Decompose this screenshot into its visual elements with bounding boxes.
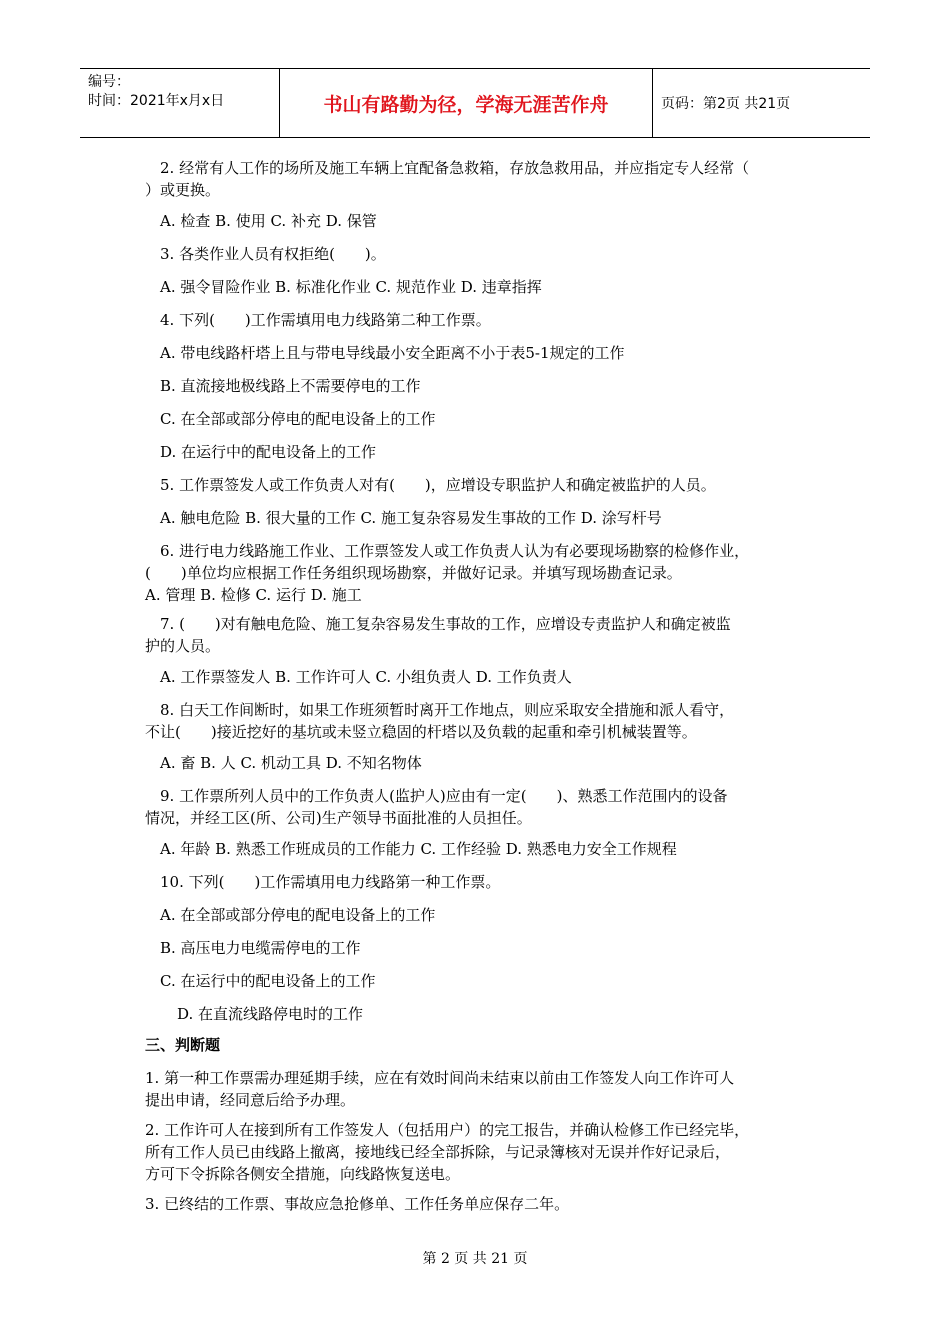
- q6-line2: ( )单位均应根据工作任务组织现场勘察，并做好记录。并填写现场勘查记录。: [145, 564, 682, 582]
- q3-stem: 3. 各类作业人员有权拒绝( )。: [160, 245, 386, 263]
- q9-options: A. 年龄 B. 熟悉工作班成员的工作能力 C. 工作经验 D. 熟悉电力安全工作规程: [160, 840, 677, 858]
- section3-title: 三、判断题: [145, 1036, 221, 1054]
- q2-line1: 2. 经常有人工作的场所及施工车辆上宜配备急救箱，存放急救用品，并应指定专人经常（: [160, 159, 750, 177]
- q8-line2: 不让( )接近挖好的基坑或未竖立稳固的杆塔以及负载的起重和牵引机械装置等。: [145, 723, 697, 741]
- q8-line1: 8. 白天工作间断时，如果工作班须暂时离开工作地点，则应采取安全措施和派人看守，: [160, 701, 735, 719]
- header-page-label: 页码：第2页 共21页: [661, 96, 791, 112]
- q4-stem: 4. 下列( )工作需填用电力线路第二种工作票。: [160, 311, 491, 329]
- q4-option-b: B. 直流接地极线路上不需要停电的工作: [160, 377, 421, 395]
- j2-line2: 所有工作人员已由线路上撤离，接地线已经全部拆除，与记录簿核对无误并作好记录后，: [145, 1143, 731, 1161]
- q6-options: A. 管理 B. 检修 C. 运行 D. 施工: [145, 586, 362, 604]
- q6-line1: 6. 进行电力线路施工作业、工作票签发人或工作负责人认为有必要现场勘察的检修作业，: [160, 542, 750, 560]
- q3-options: A. 强令冒险作业 B. 标准化作业 C. 规范作业 D. 违章指挥: [160, 278, 542, 296]
- j1-line2: 提出申请，经同意后给予办理。: [145, 1091, 356, 1109]
- page-footer: 第 2 页 共 21 页: [422, 1251, 528, 1267]
- q7-options: A. 工作票签发人 B. 工作许可人 C. 小组负责人 D. 工作负责人: [160, 668, 572, 686]
- header-motto: 书山有路勤为径，学海无涯苦作舟: [280, 69, 653, 137]
- q5-stem: 5. 工作票签发人或工作负责人对有( )，应增设专职监护人和确定被监护的人员。: [160, 476, 716, 494]
- q10-option-c: C. 在运行中的配电设备上的工作: [160, 972, 376, 990]
- j2-line1: 2. 工作许可人在接到所有工作签发人（包括用户）的完工报告，并确认检修工作已经完毕，: [145, 1121, 750, 1139]
- q4-option-d: D. 在运行中的配电设备上的工作: [160, 443, 377, 461]
- q4-option-c: C. 在全部或部分停电的配电设备上的工作: [160, 410, 436, 428]
- j3-line1: 3. 已终结的工作票、事故应急抢修单、工作任务单应保存二年。: [145, 1195, 570, 1213]
- q10-option-a: A. 在全部或部分停电的配电设备上的工作: [160, 906, 436, 924]
- q2-options: A. 检查 B. 使用 C. 补充 D. 保管: [160, 212, 377, 230]
- q7-line2: 护的人员。: [145, 637, 221, 655]
- q8-options: A. 畜 B. 人 C. 机动工具 D. 不知名物体: [160, 754, 422, 772]
- page-header: [80, 68, 870, 138]
- q10-stem: 10. 下列( )工作需填用电力线路第一种工作票。: [160, 873, 501, 891]
- q9-line2: 情况，并经工区(所、公司)生产领导书面批准的人员担任。: [145, 809, 532, 827]
- q10-option-b: B. 高压电力电缆需停电的工作: [160, 939, 361, 957]
- doc-number-label: 编号：: [88, 74, 130, 90]
- doc-time-label: 时间：2021年x月x日: [88, 93, 225, 109]
- header-meta: [80, 69, 280, 137]
- q5-options: A. 触电危险 B. 很大量的工作 C. 施工复杂容易发生事故的工作 D. 涂写杆号: [160, 509, 662, 527]
- q4-option-a: A. 带电线路杆塔上且与带电导线最小安全距离不小于表5-1规定的工作: [160, 344, 625, 362]
- q2-line2: ）或更换。: [145, 181, 221, 199]
- q10-option-d: D. 在直流线路停电时的工作: [177, 1005, 364, 1023]
- j2-line3: 方可下令拆除各侧安全措施，向线路恢复送电。: [145, 1165, 461, 1183]
- q9-line1: 9. 工作票所列人员中的工作负责人(监护人)应由有一定( )、熟悉工作范围内的设备: [160, 787, 728, 805]
- q7-line1: 7. ( )对有触电危险、施工复杂容易发生事故的工作，应增设专责监护人和确定被监: [160, 615, 731, 633]
- j1-line1: 1. 第一种工作票需办理延期手续，应在有效时间尚未结束以前由工作签发人向工作许可人: [145, 1069, 735, 1087]
